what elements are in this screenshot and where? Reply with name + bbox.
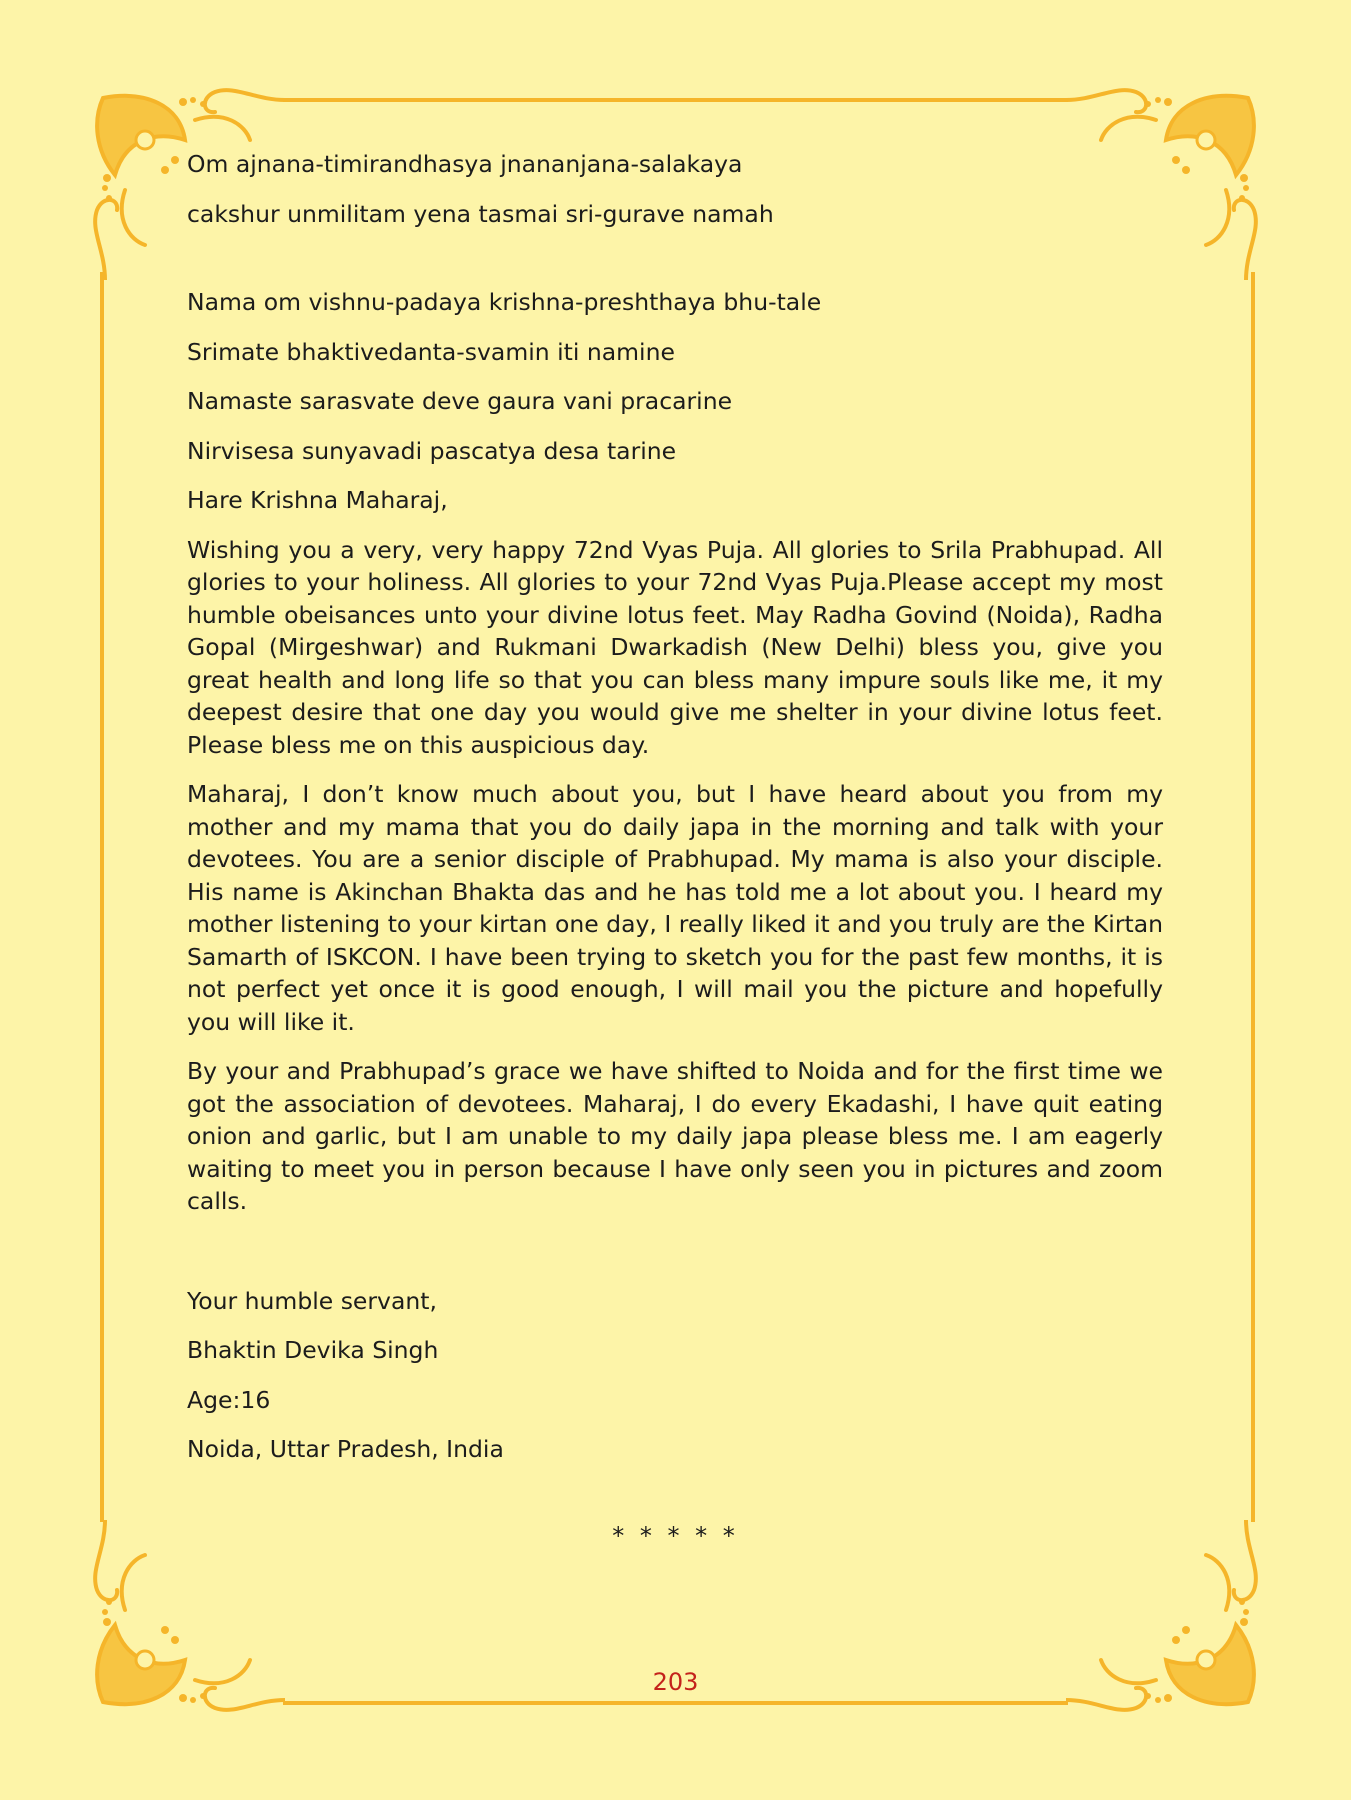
salutation: Hare Krishna Maharaj, bbox=[187, 486, 448, 514]
verse-line: Namaste sarasvate deve gaura vani pracarine bbox=[187, 387, 733, 415]
signature-location: Noida, Uttar Pradesh, India bbox=[187, 1435, 504, 1463]
verse-line: Nama om vishnu-padaya krishna-preshthaya bhu-tale bbox=[187, 288, 822, 316]
paragraph: By your and Prabhupad’s grace we have shifted to Noida and for the first time we got the association of devotees. Maharaj, I do every Ekadashi, I have quit eating onion and garlic, but I am unable to my daily japa please bless me. I am eagerly waiting to meet you in person because I have only seen you in pictures and zoom calls. bbox=[187, 1057, 1163, 1215]
signature-name: Bhaktin Devika Singh bbox=[187, 1336, 439, 1364]
signature-age: Age:16 bbox=[187, 1385, 271, 1414]
paragraph: Wishing you a very, very happy 72nd Vyas Puja. All glories to Srila Prabhupad. All glories to your holiness. All glories to your 72nd Vyas Puja.Please accept my most humble obeisances unto your divine lotus feet. May Radha Govind (Noida), Radha Gopal (Mirgeshwar) and Rukmani Dwarkadish (New Delhi) bless you, give you great health and long life so that you can bless many impure souls like me, it my deepest desire that one day you would give me shelter in your divine lotus feet. Please bless me on this auspicious day. bbox=[187, 535, 1163, 759]
border-bottom-line bbox=[283, 1701, 1068, 1705]
verse-line: Nirvisesa sunyavadi pascatya desa tarine bbox=[187, 436, 677, 465]
spacer bbox=[187, 1235, 1163, 1285]
border-left-line bbox=[100, 272, 104, 1522]
letter-body bbox=[187, 148, 1163, 1483]
signature-closing: Your humble servant, bbox=[187, 1286, 437, 1315]
paragraph: Maharaj, I don’t know much about you, but I have heard about you from my mother and my mama that you do daily japa in the morning and talk with your devotees. You are a senior disciple of Prabhupad. My mama is also your disciple. His name is Akinchan Bhakta das and he has told me a lot about you. I heard my mother listening to your kirtan one day, I really liked it and you truly are the Kirtan Samarth of ISKCON. I have been trying to sketch you for the past few months, it is not perfect yet once it is good enough, I will mail you the picture and hopefully you will like it. bbox=[187, 780, 1163, 1036]
verse-line: cakshur unmilitam yena tasmai sri-gurave namah bbox=[187, 199, 774, 228]
verse-line: Om ajnana-timirandhasya jnananjana-salakaya bbox=[187, 150, 743, 178]
border-right-line bbox=[1251, 272, 1255, 1522]
page-number: 203 bbox=[652, 1668, 699, 1696]
verse-line: Srimate bhaktivedanta-svamin iti namine bbox=[187, 337, 675, 366]
border-top-line bbox=[283, 98, 1068, 102]
spacer bbox=[187, 247, 1163, 286]
section-separator: * * * * * bbox=[612, 1522, 739, 1550]
